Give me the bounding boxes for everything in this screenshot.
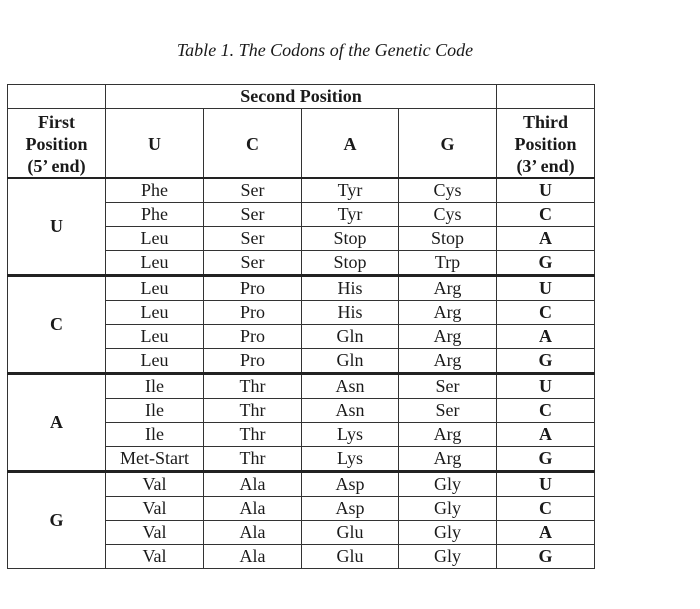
amino-acid-cell: Stop	[399, 227, 497, 251]
amino-acid-cell: Thr	[204, 423, 302, 447]
third-position-line: Position	[514, 134, 577, 154]
third-base-cell: G	[497, 545, 595, 569]
amino-acid-cell: Gly	[399, 521, 497, 545]
amino-acid-cell: Arg	[399, 276, 497, 301]
first-position-line: First	[38, 112, 75, 132]
amino-acid-cell: Gln	[302, 349, 399, 374]
header-row	[8, 109, 595, 179]
amino-acid-cell: Arg	[399, 349, 497, 374]
third-base-cell: C	[497, 301, 595, 325]
third-base-cell: G	[497, 447, 595, 472]
amino-acid-cell: Ser	[399, 374, 497, 399]
amino-acid-cell: Glu	[302, 545, 399, 569]
second-position-header: Second Position	[106, 85, 497, 109]
amino-acid-cell: Pro	[204, 276, 302, 301]
amino-acid-cell: Ser	[204, 227, 302, 251]
amino-acid-cell: Thr	[204, 447, 302, 472]
amino-acid-cell: Gly	[399, 545, 497, 569]
amino-acid-cell: Leu	[106, 227, 204, 251]
amino-acid-cell: Val	[106, 497, 204, 521]
first-base-cell: U	[8, 178, 106, 276]
header-blank-cell	[8, 85, 106, 109]
amino-acid-cell: Stop	[302, 251, 399, 276]
third-base-cell: C	[497, 497, 595, 521]
amino-acid-cell: Val	[106, 545, 204, 569]
table-row	[8, 374, 595, 399]
third-base-cell: A	[497, 227, 595, 251]
amino-acid-cell: Thr	[204, 399, 302, 423]
amino-acid-cell: Ser	[204, 251, 302, 276]
first-base-cell: G	[8, 472, 106, 569]
amino-acid-cell: Gly	[399, 497, 497, 521]
amino-acid-cell: Thr	[204, 374, 302, 399]
amino-acid-cell: Lys	[302, 423, 399, 447]
amino-acid-cell: His	[302, 276, 399, 301]
second-base-header-a: A	[302, 109, 399, 179]
third-position-line: (3’ end)	[516, 156, 575, 176]
amino-acid-cell: Cys	[399, 178, 497, 203]
amino-acid-cell: Trp	[399, 251, 497, 276]
amino-acid-cell: Leu	[106, 276, 204, 301]
amino-acid-cell: Leu	[106, 325, 204, 349]
amino-acid-cell: Gly	[399, 472, 497, 497]
third-base-cell: A	[497, 325, 595, 349]
amino-acid-cell: Arg	[399, 325, 497, 349]
amino-acid-cell: Ala	[204, 521, 302, 545]
third-base-cell: C	[497, 399, 595, 423]
amino-acid-cell: Leu	[106, 301, 204, 325]
first-position-line: Position	[25, 134, 88, 154]
amino-acid-cell: Val	[106, 521, 204, 545]
third-position-header	[497, 109, 595, 179]
amino-acid-cell: Ala	[204, 472, 302, 497]
third-base-cell: U	[497, 178, 595, 203]
first-position-header	[8, 109, 106, 179]
amino-acid-cell: Gln	[302, 325, 399, 349]
table-row	[8, 276, 595, 301]
amino-acid-cell: Ile	[106, 374, 204, 399]
amino-acid-cell: Asp	[302, 497, 399, 521]
third-base-cell: C	[497, 203, 595, 227]
amino-acid-cell: Ala	[204, 545, 302, 569]
first-position-line: (5’ end)	[27, 156, 86, 176]
amino-acid-cell: Ile	[106, 399, 204, 423]
amino-acid-cell: Leu	[106, 349, 204, 374]
third-base-cell: A	[497, 423, 595, 447]
second-base-header-u: U	[106, 109, 204, 179]
amino-acid-cell: Asn	[302, 399, 399, 423]
amino-acid-cell: Tyr	[302, 203, 399, 227]
amino-acid-cell: Cys	[399, 203, 497, 227]
amino-acid-cell: His	[302, 301, 399, 325]
third-base-cell: A	[497, 521, 595, 545]
amino-acid-cell: Tyr	[302, 178, 399, 203]
amino-acid-cell: Ala	[204, 497, 302, 521]
second-base-header-c: C	[204, 109, 302, 179]
table-caption: Table 1. The Codons of the Genetic Code	[176, 40, 474, 60]
amino-acid-cell: Glu	[302, 521, 399, 545]
amino-acid-cell: Stop	[302, 227, 399, 251]
amino-acid-cell: Arg	[399, 423, 497, 447]
table-row	[8, 472, 595, 497]
amino-acid-cell: Ile	[106, 423, 204, 447]
amino-acid-cell: Ser	[204, 178, 302, 203]
first-base-cell: C	[8, 276, 106, 374]
amino-acid-cell: Arg	[399, 447, 497, 472]
third-base-cell: U	[497, 276, 595, 301]
amino-acid-cell: Pro	[204, 301, 302, 325]
table-row	[8, 178, 595, 203]
first-base-cell: A	[8, 374, 106, 472]
third-base-cell: G	[497, 349, 595, 374]
amino-acid-cell: Met-Start	[106, 447, 204, 472]
amino-acid-cell: Asp	[302, 472, 399, 497]
amino-acid-cell: Phe	[106, 178, 204, 203]
header-top-row	[8, 85, 595, 109]
header-blank-cell	[497, 85, 595, 109]
third-base-cell: U	[497, 374, 595, 399]
amino-acid-cell: Lys	[302, 447, 399, 472]
amino-acid-cell: Val	[106, 472, 204, 497]
amino-acid-cell: Asn	[302, 374, 399, 399]
amino-acid-cell: Leu	[106, 251, 204, 276]
second-base-header-g: G	[399, 109, 497, 179]
amino-acid-cell: Ser	[204, 203, 302, 227]
amino-acid-cell: Pro	[204, 325, 302, 349]
amino-acid-cell: Ser	[399, 399, 497, 423]
amino-acid-cell: Phe	[106, 203, 204, 227]
amino-acid-cell: Pro	[204, 349, 302, 374]
third-base-cell: G	[497, 251, 595, 276]
amino-acid-cell: Arg	[399, 301, 497, 325]
third-position-line: Third	[523, 112, 569, 132]
third-base-cell: U	[497, 472, 595, 497]
codon-table	[7, 84, 595, 569]
